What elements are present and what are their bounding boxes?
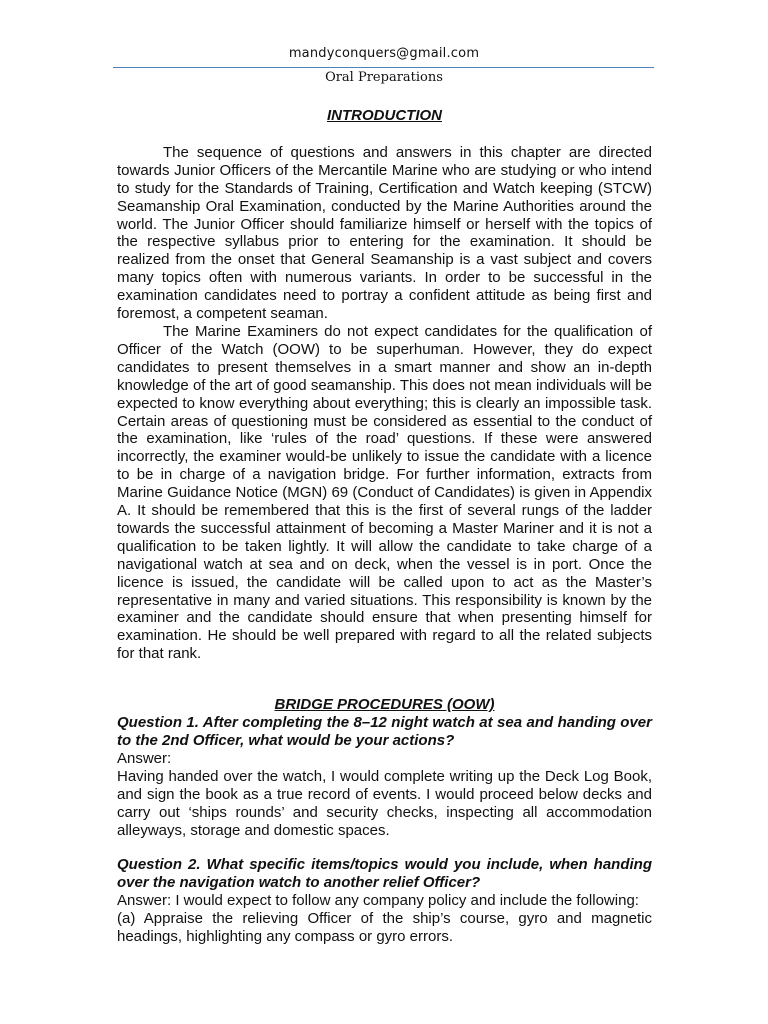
- intro-paragraph-1: The sequence of questions and answers in this chapter are directed towards Junior Officers of the Mercantile Marine who are studying or who intend to study for the Standards of Training, Certification and Watch keeping (STCW) Seamanship Oral Examination, conducted by the Marine Authorities around the world. The Junior Officer should familiarize himself or herself with the topics of the respective syllabus prior to entering for the examination. It should be realized from the onset that General Seamanship is a vast subject and covers many topics often with numerous variants. In order to be successful in the examination candidates need to portray a confident attitude as being first and foremost, a competent seaman.: [117, 143, 652, 323]
- header-email: mandyconquers@gmail.com: [288, 46, 480, 61]
- answer-2-item-a: (a) Appraise the relieving Officer of the ship’s course, gyro and magnetic headings, highlighting any compass or gyro errors.: [117, 910, 652, 946]
- header-title: Oral Preparations: [325, 70, 443, 85]
- header-divider: [113, 67, 654, 68]
- document-body: [117, 107, 652, 946]
- answer-2-text: Answer: I would expect to follow any company policy and include the following:: [117, 892, 639, 910]
- question-2: Question 2. What specific items/topics would you include, when handing over the navigation watch to another relief Officer?: [117, 856, 652, 892]
- question-1: Question 1. After completing the 8–12 night watch at sea and handing over to the 2nd Officer, what would be your actions?: [117, 714, 652, 749]
- bridge-procedures-heading: BRIDGE PROCEDURES (OOW): [274, 696, 495, 714]
- answer-1-text: Having handed over the watch, I would complete writing up the Deck Log Book, and sign the book as a true record of events. I would proceed below decks and carry out ‘ships rounds’ and security checks, inspecting all accommodation alleyways, storage and domestic spaces.: [117, 767, 652, 839]
- intro-paragraph-2: The Marine Examiners do not expect candidates for the qualification of Officer of the Watch (OOW) to be superhuman. However, they do expect candidates to present themselves in a smart manner and show an in-depth knowledge of the art of good seamanship. This does not mean individuals will be expected to know everything about everything; this is clearly an impossible task. Certain areas of questioning must be considered as essential to the conduct of the examination, like ‘rules of the road’ questions. If these were answered incorrectly, the examiner would-be unlikely to issue the candidate with a licence to be in charge of a navigation bridge. For further information, extracts from Marine Guidance Notice (MGN) 69 (Conduct of Candidates) is given in Appendix A. It should be remembered that this is the first of several rungs of the ladder towards the successful attainment of becoming a Master Mariner and it is not a qualification to be taken lightly. It will allow the candidate to take charge of a navigational watch at sea and on deck, when the vessel is in port. Once the licence is issued, the candidate will be called upon to act as the Master’s representative in many and varied situations. This responsibility is known by the examiner and the candidate should ensure that when presenting himself for examination. He should be well prepared with regard to all the related subjects for that rank.: [117, 322, 652, 663]
- answer-1-label: Answer:: [117, 749, 172, 767]
- introduction-heading: INTRODUCTION: [327, 107, 442, 124]
